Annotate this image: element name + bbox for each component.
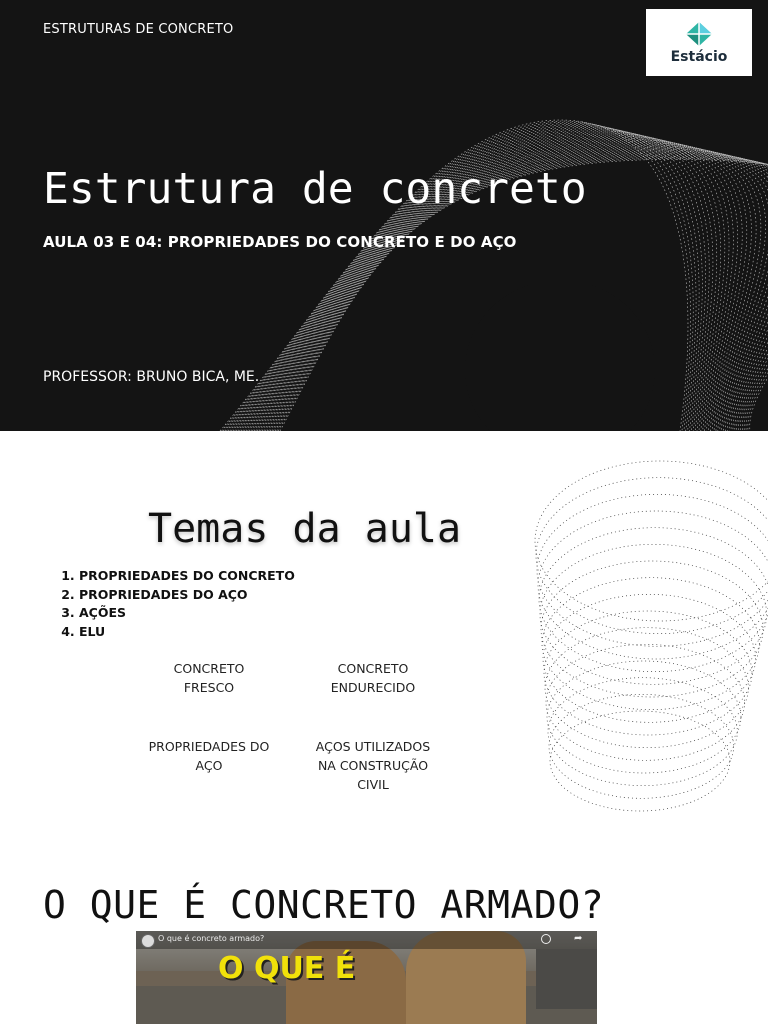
list-item: 4. ELU xyxy=(79,623,295,642)
topic-line: CONCRETO xyxy=(337,661,409,676)
topic-line: PROPRIEDADES DO xyxy=(148,739,270,754)
video-frame-truck xyxy=(536,949,597,1009)
video-title[interactable]: O que é concreto armado? xyxy=(158,934,265,943)
topic-line: NA CONSTRUÇÃO xyxy=(317,758,429,773)
topic-line: ENDURECIDO xyxy=(330,680,416,695)
swirl-ring xyxy=(548,678,737,786)
topic-construction-steels xyxy=(298,737,448,794)
swirl-ring xyxy=(543,594,756,722)
professor-name: PROFESSOR: BRUNO BICA, ME. xyxy=(43,369,260,385)
diamond-icon xyxy=(686,22,712,46)
topic-line: AÇO xyxy=(195,758,223,773)
topic-steel-properties xyxy=(134,737,284,775)
reinforced-concrete-slide xyxy=(0,871,768,1024)
presentation-title: Estrutura de concreto xyxy=(43,164,587,214)
swirl-ring xyxy=(549,694,734,798)
swirl-decoration xyxy=(510,451,768,871)
topic-line: AÇOS UTILIZADOS xyxy=(315,739,431,754)
swirl-ring xyxy=(538,511,768,659)
topics-slide xyxy=(0,431,768,871)
swirl-ring xyxy=(547,661,741,773)
course-name: ESTRUTURAS DE CONCRETO xyxy=(43,22,234,37)
video-overlay-text: O QUE É xyxy=(218,951,356,986)
topic-line: CONCRETO xyxy=(173,661,245,676)
video-player[interactable] xyxy=(136,931,597,1024)
estacio-logo xyxy=(646,9,752,76)
swirl-ring xyxy=(536,478,768,634)
logo-text: Estácio xyxy=(670,49,728,65)
topic-fresh-concrete xyxy=(134,659,284,697)
swirl-ring xyxy=(539,528,768,672)
list-item: 2. PROPRIEDADES DO AÇO xyxy=(79,586,295,605)
list-item: 1. PROPRIEDADES DO CONCRETO xyxy=(79,567,295,586)
presentation-subtitle: AULA 03 E 04: PROPRIEDADES DO CONCRETO E DO AÇO xyxy=(43,233,517,251)
slide-heading: O QUE É CONCRETO ARMADO? xyxy=(43,883,605,927)
swirl-ring xyxy=(537,494,768,646)
share-icon[interactable]: ➦ xyxy=(574,933,583,944)
topics-list xyxy=(60,567,295,641)
swirl-ring xyxy=(544,611,752,735)
swirl-ring xyxy=(546,644,745,760)
channel-avatar[interactable] xyxy=(141,934,155,948)
title-slide xyxy=(0,0,768,431)
swirl-ring xyxy=(535,461,768,621)
swirl-ring xyxy=(542,578,759,710)
watch-later-icon[interactable] xyxy=(541,934,551,944)
list-item: 3. AÇÕES xyxy=(79,604,295,623)
topic-line: CIVIL xyxy=(357,777,389,792)
topic-line: FRESCO xyxy=(183,680,235,695)
swirl-ring xyxy=(540,544,767,684)
topic-hardened-concrete xyxy=(298,659,448,697)
swirl-ring xyxy=(550,711,730,811)
topics-title: Temas da aula xyxy=(148,506,462,552)
swirl-ring xyxy=(545,628,748,748)
